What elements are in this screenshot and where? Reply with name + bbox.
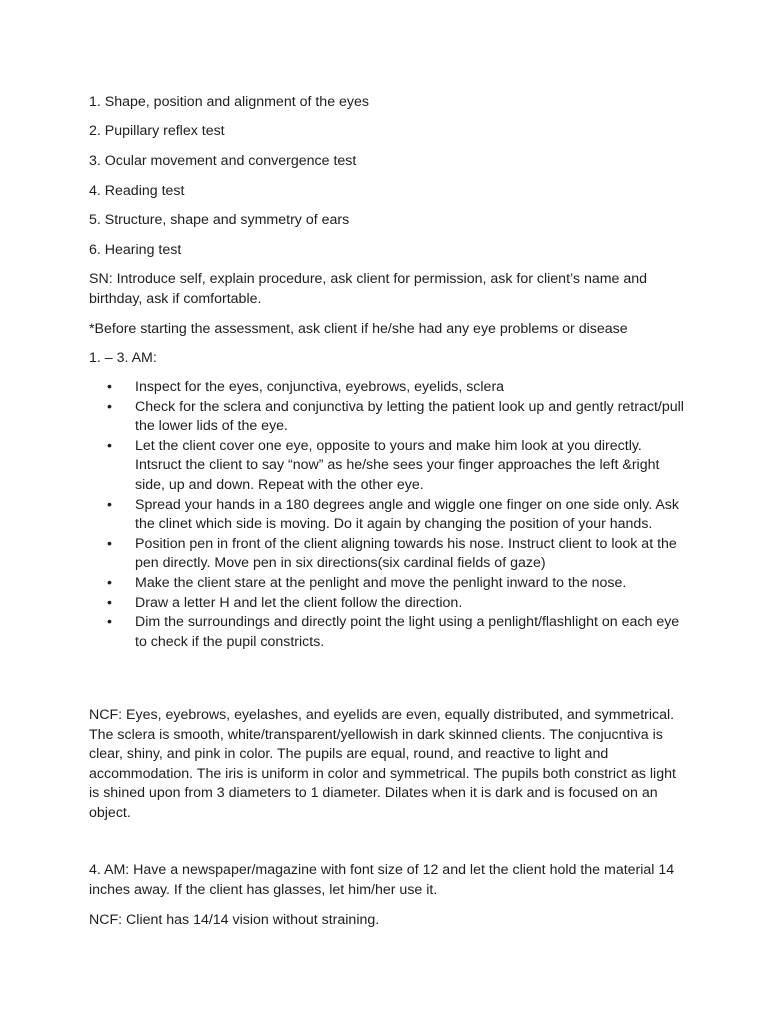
bullet-icon: • bbox=[107, 614, 112, 631]
bullet-icon: • bbox=[107, 535, 112, 552]
bullet-text: Draw a letter H and let the client follow the direction. bbox=[135, 594, 463, 611]
am-heading: 1. – 3. AM: bbox=[89, 350, 157, 366]
bullet-item bbox=[89, 437, 689, 496]
bullet-icon: • bbox=[107, 398, 112, 415]
assessment-bullet-list bbox=[89, 378, 689, 652]
bullet-icon: • bbox=[107, 379, 112, 395]
list-item-reading-test: 4. Reading test bbox=[89, 183, 185, 199]
bullet-icon: • bbox=[107, 496, 112, 513]
list-item-pupillary-reflex: 2. Pupillary reflex test bbox=[89, 123, 225, 139]
note-paragraph: *Before starting the assessment, ask client if he/she had any eye problems or disease bbox=[89, 321, 628, 337]
bullet-item bbox=[89, 613, 689, 652]
ncf-eyes-paragraph: NCF: Eyes, eyebrows, eyelashes, and eyelids are even, equally distributed, and symmetrical. The sclera is smooth, white/transparent/yellowish in dark skinned clients. The conjucntiva is clear, shiny, and pink in color. The pupils are equal, round, and reactive to light and accommodation. The iris is uniform in color and symmetrical. The pupils both constrict as light is shined upon from 3 diameters to 1 diameter. Dilates when it is dark and is focused on an object. bbox=[89, 707, 676, 821]
ncf-vision-paragraph: NCF: Client has 14/14 vision without straining. bbox=[89, 912, 380, 928]
bullet-icon: • bbox=[107, 437, 112, 454]
bullet-text: Dim the surroundings and directly point the light using a penlight/flashlight on each eye to check if the pupil constricts. bbox=[135, 614, 680, 650]
bullet-icon: • bbox=[107, 594, 112, 611]
bullet-icon: • bbox=[107, 574, 112, 591]
bullet-text: Make the client stare at the penlight and move the penlight inward to the nose. bbox=[135, 574, 627, 591]
bullet-text: Spread your hands in a 180 degrees angle and wiggle one finger on one side only. Ask the clinet which side is moving. Do it again by changing the position of your hands. bbox=[135, 496, 679, 533]
reading-test-am-paragraph: 4. AM: Have a newspaper/magazine with font size of 12 and let the client hold the material 14 inches away. If the client has glasses, let him/her use it. bbox=[89, 862, 675, 898]
bullet-item bbox=[89, 574, 689, 594]
bullet-item bbox=[89, 398, 689, 437]
list-item-shape-position: 1. Shape, position and alignment of the eyes bbox=[89, 94, 370, 110]
bullet-text: Position pen in front of the client aligning towards his nose. Instruct client to look at the pen directly. Move pen in six directions(six cardinal fields of gaze) bbox=[135, 535, 677, 572]
list-item-ocular-movement: 3. Ocular movement and convergence test bbox=[89, 153, 357, 169]
bullet-text: Inspect for the eyes, conjunctiva, eyebrows, eyelids, sclera bbox=[135, 379, 505, 395]
bullet-text: Let the client cover one eye, opposite to yours and make him look at you directly. Intsruct the client to say “now” as he/she sees your finger approaches the left &right side, up and down. Repeat with the other eye. bbox=[135, 437, 660, 493]
bullet-item bbox=[89, 378, 689, 398]
list-item-ears: 5. Structure, shape and symmetry of ears bbox=[89, 212, 350, 228]
bullet-item bbox=[89, 594, 689, 614]
bullet-item bbox=[89, 496, 689, 535]
sn-paragraph: SN: Introduce self, explain procedure, ask client for permission, ask for client’s name and birthday, ask if comfortable. bbox=[89, 271, 648, 307]
list-item-hearing-test: 6. Hearing test bbox=[89, 242, 182, 258]
bullet-item bbox=[89, 535, 689, 574]
bullet-text: Check for the sclera and conjunctiva by letting the patient look up and gently retract/pull the lower lids of the eye. bbox=[135, 398, 684, 435]
